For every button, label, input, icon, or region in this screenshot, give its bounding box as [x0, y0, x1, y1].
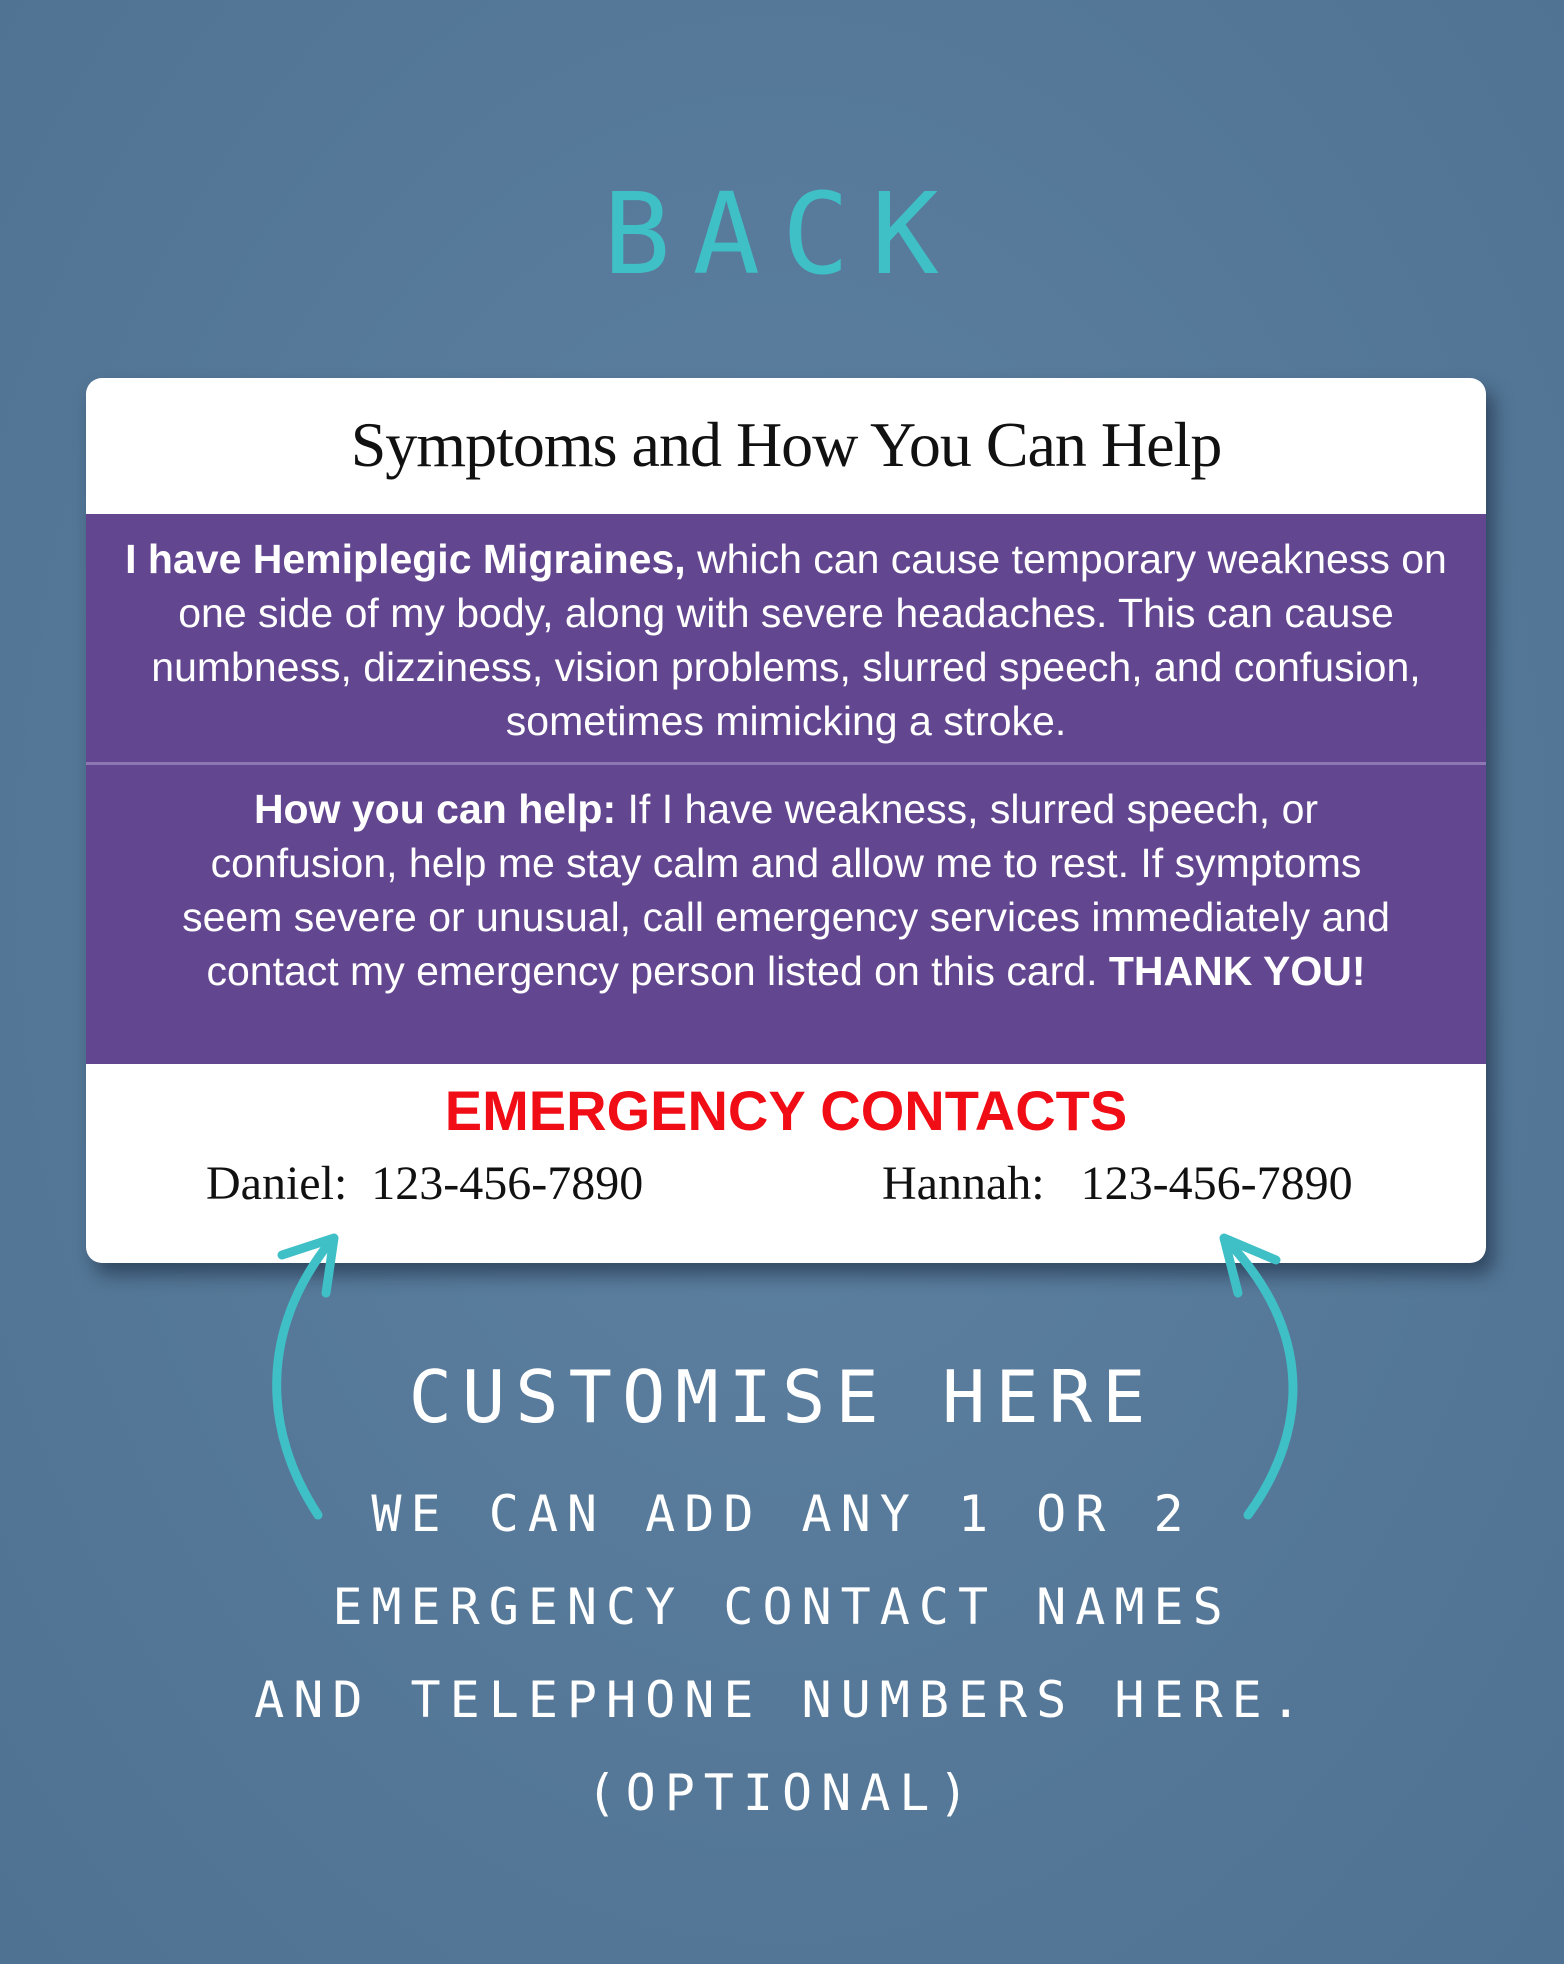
help-paragraph — [166, 782, 1406, 998]
customise-title: CUSTOMISE HERE — [408, 1355, 1156, 1439]
customise-line: (OPTIONAL) — [586, 1764, 978, 1822]
help-bold: How you can help: — [253, 786, 617, 832]
customise-line: EMERGENCY CONTACT NAMES — [332, 1578, 1232, 1636]
help-text: If I have weakness, slurred speech, or confusion, help me stay calm and allow me to rest. If symptoms seem severe or unusual, call emergency services immediately and contact my emergency person listed on this card. — [182, 786, 1390, 994]
page-heading: BACK — [603, 170, 961, 300]
contact-2: Hannah: 123-456-7890 — [882, 1157, 1353, 1210]
customise-line: WE CAN ADD ANY 1 OR 2 — [371, 1485, 1193, 1543]
condition-paragraph — [116, 532, 1456, 748]
condition-text: which can cause temporary weakness on one side of my body, along with severe headaches. This can cause numbness, dizziness, vision problems, slurred speech, and confusion, sometimes mimicking a stroke. — [151, 536, 1447, 744]
customise-description — [0, 1468, 1564, 1840]
info-panel — [86, 514, 1486, 1064]
contact-1: Daniel: 123-456-7890 — [206, 1157, 644, 1210]
divider — [86, 762, 1486, 765]
emergency-contacts-title: EMERGENCY CONTACTS — [444, 1079, 1128, 1142]
medical-card — [86, 378, 1486, 1263]
thank-you: THANK YOU! — [1108, 948, 1366, 994]
condition-bold: I have Hemiplegic Migraines, — [125, 536, 686, 582]
customise-line: AND TELEPHONE NUMBERS HERE. — [254, 1671, 1310, 1729]
card-title: Symptoms and How You Can Help — [350, 409, 1222, 480]
